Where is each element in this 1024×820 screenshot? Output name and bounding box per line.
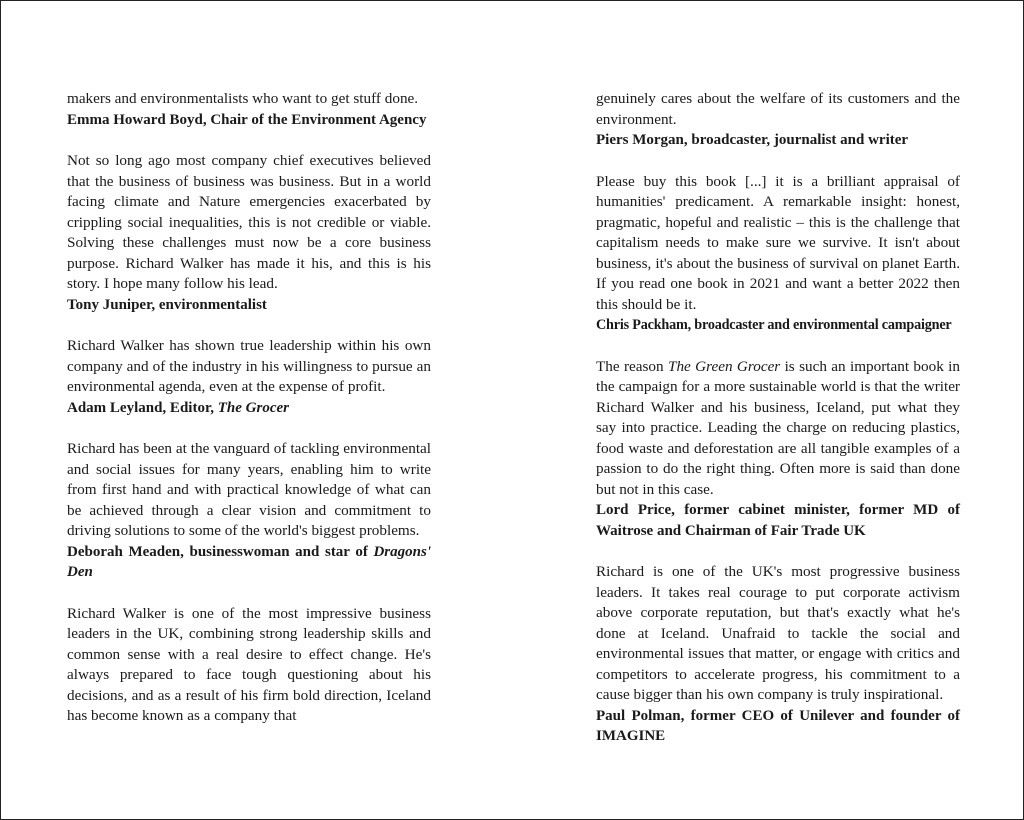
- endorsement: [67, 89, 431, 130]
- book-title: The Green Grocer: [668, 357, 781, 375]
- endorsement-attribution: Tony Juniper, environmentalist: [67, 296, 267, 313]
- endorsement-quote: Richard Walker is one of the most impressive business leaders in the UK, combining strong leadership skills and common sense with a real desire to effect change. He's always prepared to face tough questioning about his decisions, and as a result of his firm bold direction, Iceland has become known as a company that: [67, 604, 431, 724]
- endorsement: [67, 439, 431, 583]
- endorsement-quote: makers and environmentalists who want to get stuff done.: [67, 90, 419, 107]
- endorsement: [67, 604, 431, 727]
- endorsement-attribution: Emma Howard Boyd, Chair of the Environment Agency: [67, 111, 427, 128]
- endorsement-attribution: [67, 398, 431, 419]
- endorsement-attribution: Paul Polman, former CEO of Unilever and founder of IMAGINE: [596, 707, 960, 744]
- endorsement: [67, 336, 431, 418]
- endorsement: [596, 562, 960, 747]
- right-page: [596, 89, 960, 768]
- endorsement-quote: [596, 357, 960, 501]
- endorsement: [67, 151, 431, 315]
- endorsement-quote: Richard Walker has shown true leadership within his own company and of the industry in his willingness to pursue an environmental agenda, even at the expense of profit.: [67, 337, 431, 395]
- endorsement-attribution: [67, 542, 431, 583]
- attribution-text: Adam Leyland, Editor,: [67, 399, 218, 416]
- endorsement-quote: Richard is one of the UK's most progressive business leaders. It takes real courage to put corporate activism above corporate reputation, but that's exactly what he's done at Iceland. Unafraid to tackle the social and environmental issues that matter, or engage with critics and competitors to accelerate progress, his commitment to a cause bigger than his own company is truly inspirational.: [596, 563, 960, 703]
- endorsement-attribution: Piers Morgan, broadcaster, journalist and writer: [596, 132, 909, 148]
- endorsement-quote: Please buy this book [...] it is a brilliant appraisal of humanities' predicament. A remarkable insight: honest, pragmatic, hopeful and realistic – this is the challenge that capitalism needs to make sure we survive. It isn't about business, it's about the business of survival on planet Earth. If you read one book in 2021 and want a better 2022 then this should be it.: [596, 172, 960, 313]
- endorsement-attribution: Chris Packham, broadcaster and environmental campaigner: [596, 317, 952, 333]
- endorsement-attribution: Lord Price, former cabinet minister, former MD of Waitrose and Chairman of Fair Trade UK: [596, 502, 960, 539]
- attribution-publication: The Grocer: [217, 399, 289, 416]
- endorsement: [596, 89, 960, 151]
- attribution-show: Dragons' Den: [67, 543, 431, 580]
- quote-body: is such an important book in the campaign for a more sustainable world is that the writer Richard Walker and his business, Iceland, put what they say into practice. Leading the charge on reducing plastics, food waste and deforestation are all tangible examples of a passion to do the right thing. Often more is said than done but not in this case.: [596, 357, 960, 498]
- left-page: [67, 89, 431, 748]
- attribution-text: Deborah Meaden, businesswoman and star of: [67, 543, 374, 560]
- endorsement-quote: Richard has been at the vanguard of tackling environmental and social issues for many years, enabling him to write from first hand and with practical knowledge of what can be achieved through a clear vision and commitment to driving solutions to some of the world's biggest problems.: [67, 440, 431, 539]
- endorsement: [596, 172, 960, 336]
- endorsement-quote: Not so long ago most company chief executives believed that the business of business was business. But in a world facing climate and Nature emergencies exacerbated by crippling social inequalities, this is not credible or viable. Solving these challenges must now be a core business purpose. Richard Walker has made it his, and this is his story. I hope many follow his lead.: [67, 152, 431, 292]
- endorsement: [596, 357, 960, 542]
- endorsement-quote: genuinely cares about the welfare of its customers and the environment.: [596, 90, 960, 128]
- quote-prefix: The reason: [596, 357, 668, 375]
